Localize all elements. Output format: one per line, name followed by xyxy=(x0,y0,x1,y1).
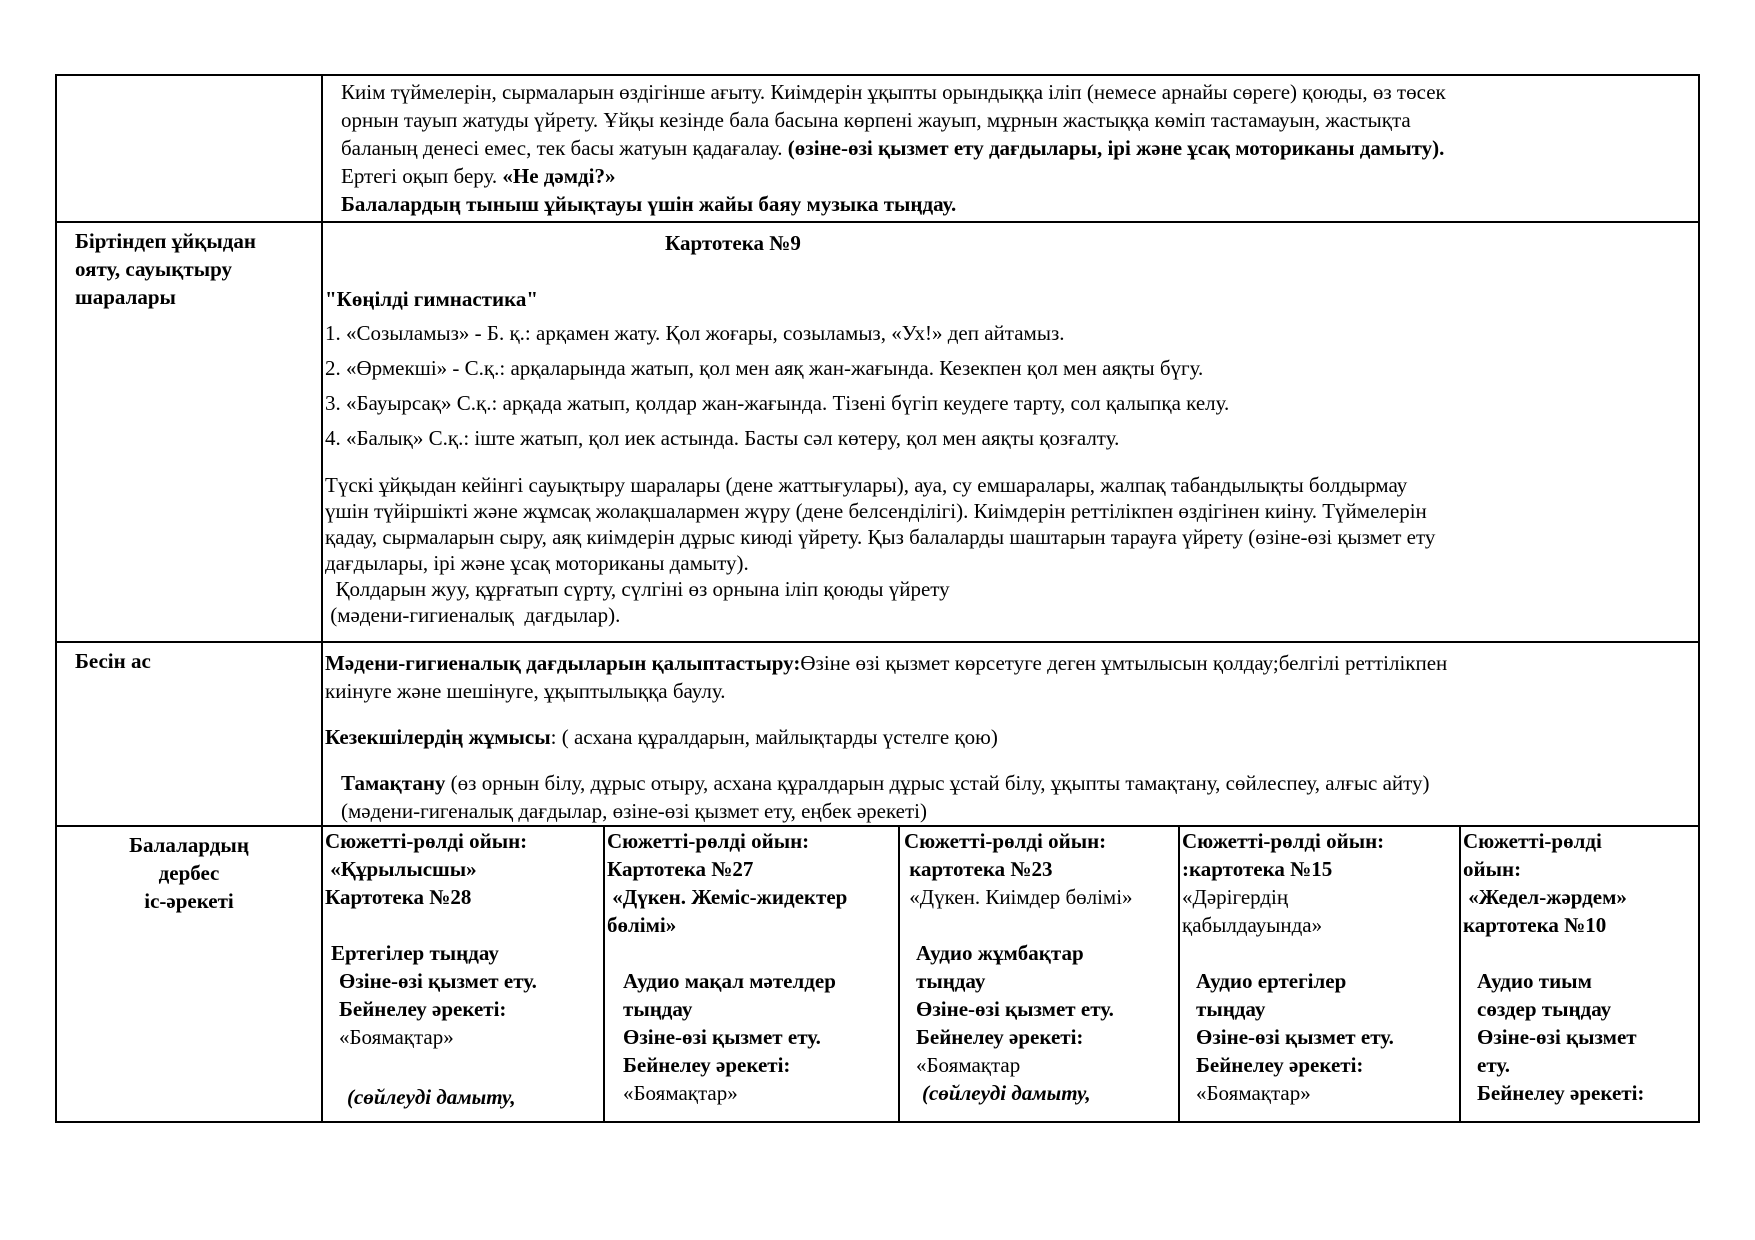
col3-head-2: картотека №23 xyxy=(904,857,1053,881)
culture-title: Мәдени-гигиеналық дағдыларын қалыптастыру: xyxy=(325,651,801,675)
col2-b2: тыңдау xyxy=(623,997,693,1021)
col2-b3: Өзіне-өзі қызмет ету. xyxy=(623,1025,821,1049)
culture-line-1 xyxy=(325,649,1698,677)
col1-b3: Бейнелеу әрекеті: xyxy=(339,997,507,1021)
col5-b4: ету. xyxy=(1477,1053,1511,1077)
row-snack xyxy=(56,642,1699,826)
activity-label-1: Балалардың xyxy=(129,833,249,857)
gymnastics-title: "Көңілді гимнастика" xyxy=(325,287,539,311)
row-snack-label xyxy=(56,642,322,826)
activity-label-2: дербес xyxy=(158,861,220,885)
sleep-line-1: Киім түймелерін, сырмаларын өздігінше ағыту. Киімдерін ұқыпты орындыққа іліп (немесе арнайы сөреге) қоюды, өз төсек xyxy=(341,80,1446,104)
col4-b2: тыңдау xyxy=(1196,997,1266,1021)
wakeup-label-3: шаралары xyxy=(75,285,176,309)
col4-head-4: қабылдауында» xyxy=(1182,913,1323,937)
col1-b2: Өзіне-өзі қызмет ету. xyxy=(339,969,537,993)
hands-line-2: (мәдени-гигиеналық дағдылар). xyxy=(325,603,621,627)
exercise-4: 4. «Балық» С.қ.: іште жатып, қол иек астында. Басты сәл көтеру, қол мен аяқты қозғалту. xyxy=(325,426,1120,450)
activity-label-3: іс-әрекеті xyxy=(144,889,234,913)
eat-title: Тамақтану xyxy=(341,771,446,795)
col3-n1: «Боямақтар xyxy=(916,1053,1021,1077)
col2-head-4: бөлімі» xyxy=(607,913,677,937)
sleep-line-4 xyxy=(323,162,1698,190)
snack-label: Бесін ас xyxy=(75,649,151,673)
card-title: Картотека №9 xyxy=(665,231,801,255)
col1-n1: «Боямақтар» xyxy=(339,1025,454,1049)
row-snack-content xyxy=(322,642,1699,826)
wakeup-label-1: Біртіндеп ұйқыдан xyxy=(75,229,256,253)
exercise-3: 3. «Бауырсақ» С.қ.: арқада жатып, қолдар жан-жағында. Тізені бүгіп кеудеге тарту, сол қалыпқа келу. xyxy=(325,391,1230,415)
row-sleep xyxy=(56,75,1699,222)
eat-line-2: (мәдени-гигеналық дағдылар, өзіне-өзі қызмет ету, еңбек әрекеті) xyxy=(341,799,928,823)
col1-b1: Ертегілер тыңдау xyxy=(331,941,499,965)
row-activity-label xyxy=(56,826,322,1122)
col4-b3: Өзіне-өзі қызмет ету. xyxy=(1196,1025,1394,1049)
exercise-2: 2. «Өрмекші» - С.қ.: арқаларында жатып, қол мен аяқ жан-жағында. Кезекпен қол мен аяқты бүгу. xyxy=(325,356,1204,380)
col4-head-2: :картотека №15 xyxy=(1182,857,1333,881)
row-sleep-label xyxy=(56,75,322,222)
col3-it: (сөйлеуді дамыту, xyxy=(922,1081,1091,1105)
row-wakeup-label xyxy=(56,222,322,642)
col3-head-1: Сюжетті-рөлді ойын: xyxy=(904,829,1107,853)
col1-it: (сөйлеуді дамыту, xyxy=(347,1085,516,1109)
sleep-line-2: орнын тауып жатуды үйрету. Ұйқы кезінде бала басына көрпені жауып, мұрнын жастыққа көміп тастамауын, жастықта xyxy=(341,108,1411,132)
col3-b4: Бейнелеу әрекеті: xyxy=(916,1025,1084,1049)
activity-col-5 xyxy=(1460,826,1699,1122)
activity-col-1 xyxy=(322,826,604,1122)
plan-table xyxy=(55,74,1700,1123)
health-para-2: үшін түйіршікті және жұмсақ жолақшалармен жүру (дене белсенділігі). Киімдерін реттілікпен өздігінен киіну. Түймелерін xyxy=(325,499,1427,523)
wakeup-label-2: ояту, сауықтыру xyxy=(75,257,233,281)
activity-col-4 xyxy=(1179,826,1460,1122)
fairy-tale-text: Ертегі оқып беру. xyxy=(341,164,503,188)
col4-b1: Аудио ертегілер xyxy=(1196,969,1347,993)
col3-b3: Өзіне-өзі қызмет ету. xyxy=(916,997,1114,1021)
col5-b1: Аудио тиым xyxy=(1477,969,1592,993)
row-sleep-content xyxy=(322,75,1699,222)
row-wakeup-content xyxy=(322,222,1699,642)
col2-b4: Бейнелеу әрекеті: xyxy=(623,1053,791,1077)
col3-b2: тыңдау xyxy=(916,969,986,993)
health-para-3: қадау, сырмаларын сыру, аяқ киімдерін дұрыс киюді үйрету. Қыз балаларды шаштарын тарауға үйрету (өзіне-өзі қызмет ету xyxy=(325,525,1436,549)
row-activity xyxy=(56,826,1699,1122)
col5-b5: Бейнелеу әрекеті: xyxy=(1477,1081,1645,1105)
col4-b4: Бейнелеу әрекеті: xyxy=(1196,1053,1364,1077)
col5-head-1: Сюжетті-рөлді xyxy=(1463,829,1602,853)
eat-text: (өз орнын білу, дұрыс отыру, асхана құралдарын дұрыс ұстай білу, ұқыпты тамақтану, сөйлеспеу, алғыс айту) xyxy=(445,771,1430,795)
health-para-4: дағдылары, ірі және ұсақ моториканы дамыту). xyxy=(325,551,749,575)
culture-line-2: киінуге және шешінуге, ұқыптылыққа баулу. xyxy=(325,679,726,703)
hands-line-1: Қолдарын жуу, құрғатып сүрту, сүлгіні өз орнына іліп қоюды үйрету xyxy=(325,577,950,601)
col2-head-1: Сюжетті-рөлді ойын: xyxy=(607,829,810,853)
health-para-1: Түскі ұйқыдан кейінгі сауықтыру шаралары (дене жаттығулары), ауа, су емшаралары, жалпақ табандылықты болдырмау xyxy=(325,473,1408,497)
col1-head-1: Сюжетті-рөлді ойын: xyxy=(325,829,528,853)
culture-text: Өзіне өзі қызмет көрсетуге деген ұмтылысын қолдау;белгілі реттілікпен xyxy=(800,651,1448,675)
col3-head-3: «Дүкен. Киімдер бөлімі» xyxy=(904,885,1133,909)
col4-head-1: Сюжетті-рөлді ойын: xyxy=(1182,829,1385,853)
exercise-1: 1. «Созыламыз» - Б. қ.: арқамен жату. Қол жоғары, созыламыз, «Ух!» деп айтамыз. xyxy=(325,321,1065,345)
sleep-line-3-bold: (өзіне-өзі қызмет ету дағдылары, ірі және ұсақ моториканы дамыту). xyxy=(787,136,1445,160)
col2-n1: «Боямақтар» xyxy=(623,1081,738,1105)
col2-head-2: Картотека №27 xyxy=(607,857,754,881)
col5-b2: сөздер тыңдау xyxy=(1477,997,1612,1021)
sleep-line-5: Балалардың тыныш ұйықтауы үшін жайы баяу музыка тыңдау. xyxy=(341,192,957,216)
col2-b1: Аудио мақал мәтелдер xyxy=(623,969,836,993)
row-wakeup xyxy=(56,222,1699,642)
sleep-line-3-text: баланың денесі емес, тек басы жатуын қадағалау. xyxy=(341,136,788,160)
eat-line-1 xyxy=(325,769,1698,797)
col4-n1: «Боямақтар» xyxy=(1196,1081,1311,1105)
col5-head-2: ойын: xyxy=(1463,857,1522,881)
duty-line xyxy=(325,723,1698,769)
col2-head-3: «Дүкен. Жеміс-жидектер xyxy=(607,885,848,909)
col5-head-3: «Жедел-жәрдем» xyxy=(1463,885,1627,909)
col1-head-2: «Құрылысшы» xyxy=(325,857,477,881)
sleep-line-3 xyxy=(323,134,1698,162)
col1-head-3: Картотека №28 xyxy=(325,885,472,909)
activity-col-2 xyxy=(604,826,899,1122)
fairy-tale-title: «Не дәмді?» xyxy=(502,164,616,188)
col4-head-3: «Дәрігердің xyxy=(1182,885,1289,909)
col3-b1: Аудио жұмбақтар xyxy=(916,941,1084,965)
duty-text: : ( асхана құралдарын, майлықтарды үстелге қою) xyxy=(550,725,998,749)
activity-col-3 xyxy=(899,826,1179,1122)
col5-b3: Өзіне-өзі қызмет xyxy=(1477,1025,1637,1049)
col5-head-4: картотека №10 xyxy=(1463,913,1607,937)
duty-title: Кезекшілердің жұмысы xyxy=(325,725,551,749)
